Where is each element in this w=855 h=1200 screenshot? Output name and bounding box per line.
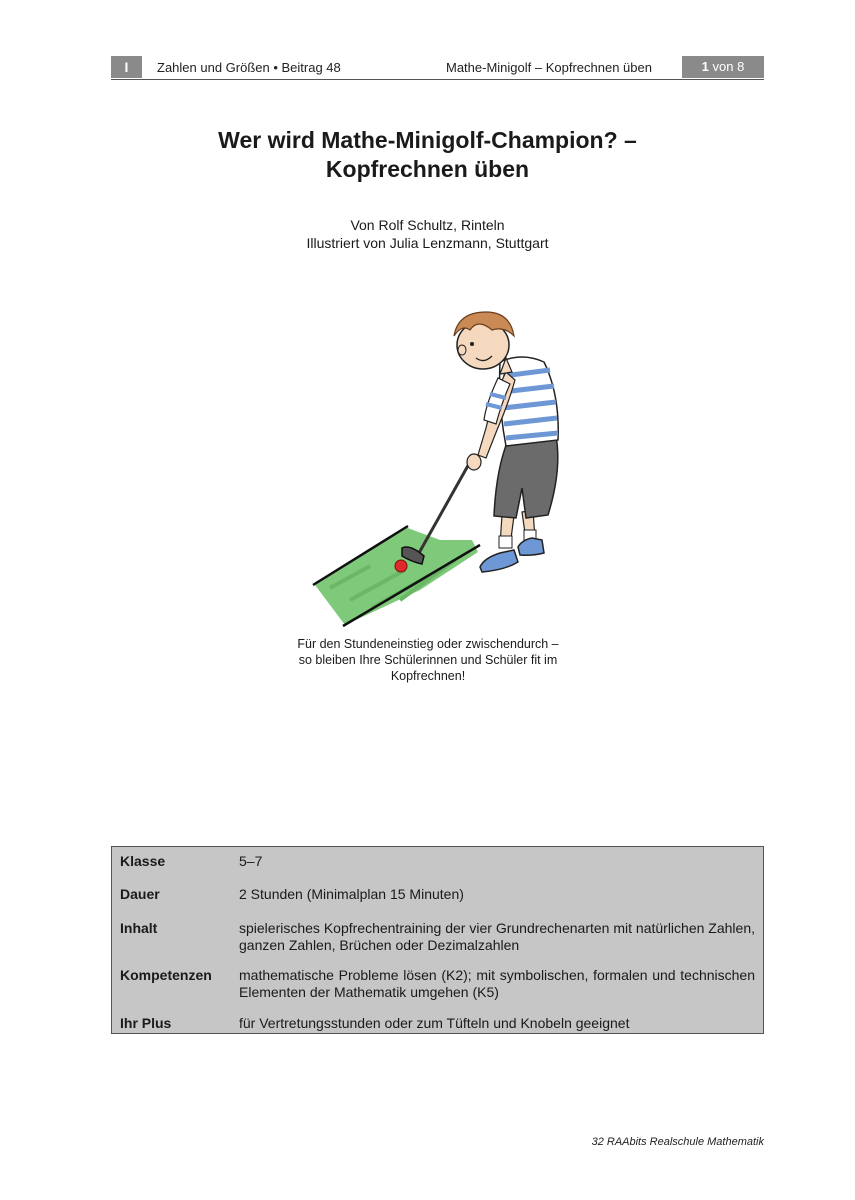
series-label: Zahlen und Größen • Beitrag 48 [157, 60, 341, 75]
page-indicator [682, 56, 764, 78]
author-credits [0, 216, 855, 252]
shorts [494, 436, 558, 518]
illustrator-line: Illustriert von Julia Lenzmann, Stuttgart [306, 235, 549, 251]
author-line: Von Rolf Schultz, Rinteln [350, 217, 505, 233]
title-line-1: Wer wird Mathe-Minigolf-Champion? – [218, 127, 637, 153]
lesson-info-box [111, 846, 764, 1034]
golf-ball-icon [395, 560, 407, 572]
info-value: 2 Stunden (Minimalplan 15 Minuten) [239, 886, 464, 902]
boy-playing-minigolf-illustration [300, 300, 580, 630]
caption-line-3: Kopfrechnen! [390, 669, 466, 683]
hand-icon [467, 454, 481, 470]
caption-line-1: Für den Stundeneinstieg oder zwischendurch – [297, 637, 559, 651]
document-title [0, 126, 855, 184]
caption-line-2: so bleiben Ihre Schülerinnen und Schüler fit im [298, 653, 558, 667]
shoe-left-icon [480, 550, 518, 572]
info-label: Ihr Plus [120, 1015, 172, 1031]
info-label: Kompetenzen [120, 967, 212, 983]
info-value: mathematische Probleme lösen (K2); mit symbolischen, formalen und technischen Elementen der Mathematik umgehen (K5) [239, 967, 755, 1000]
illustration-caption [290, 636, 566, 684]
page-number: 1 [701, 59, 709, 74]
page-footer: 32 RAAbits Realschule Mathematik [591, 1136, 764, 1148]
title-line-2: Kopfrechnen üben [325, 156, 530, 182]
golf-club-shaft [419, 462, 470, 553]
info-label: Dauer [120, 886, 160, 902]
info-value: 5–7 [239, 853, 263, 869]
shoe-right-icon [518, 538, 544, 555]
info-label: Inhalt [120, 920, 158, 936]
section-marker: I [111, 56, 142, 78]
page-header [111, 56, 764, 80]
info-value: spielerisches Kopfrechentraining der vier Grundrechenarten mit natürlichen Zahlen, ganzen Zahlen, Brüchen oder Dezimalzahlen [239, 920, 755, 953]
header-title: Mathe-Minigolf – Kopfrechnen üben [446, 60, 652, 75]
info-value: für Vertretungsstunden oder zum Tüfteln und Knobeln geeignet [239, 1015, 630, 1031]
page-total: von 8 [708, 59, 745, 74]
info-label: Klasse [120, 853, 166, 869]
